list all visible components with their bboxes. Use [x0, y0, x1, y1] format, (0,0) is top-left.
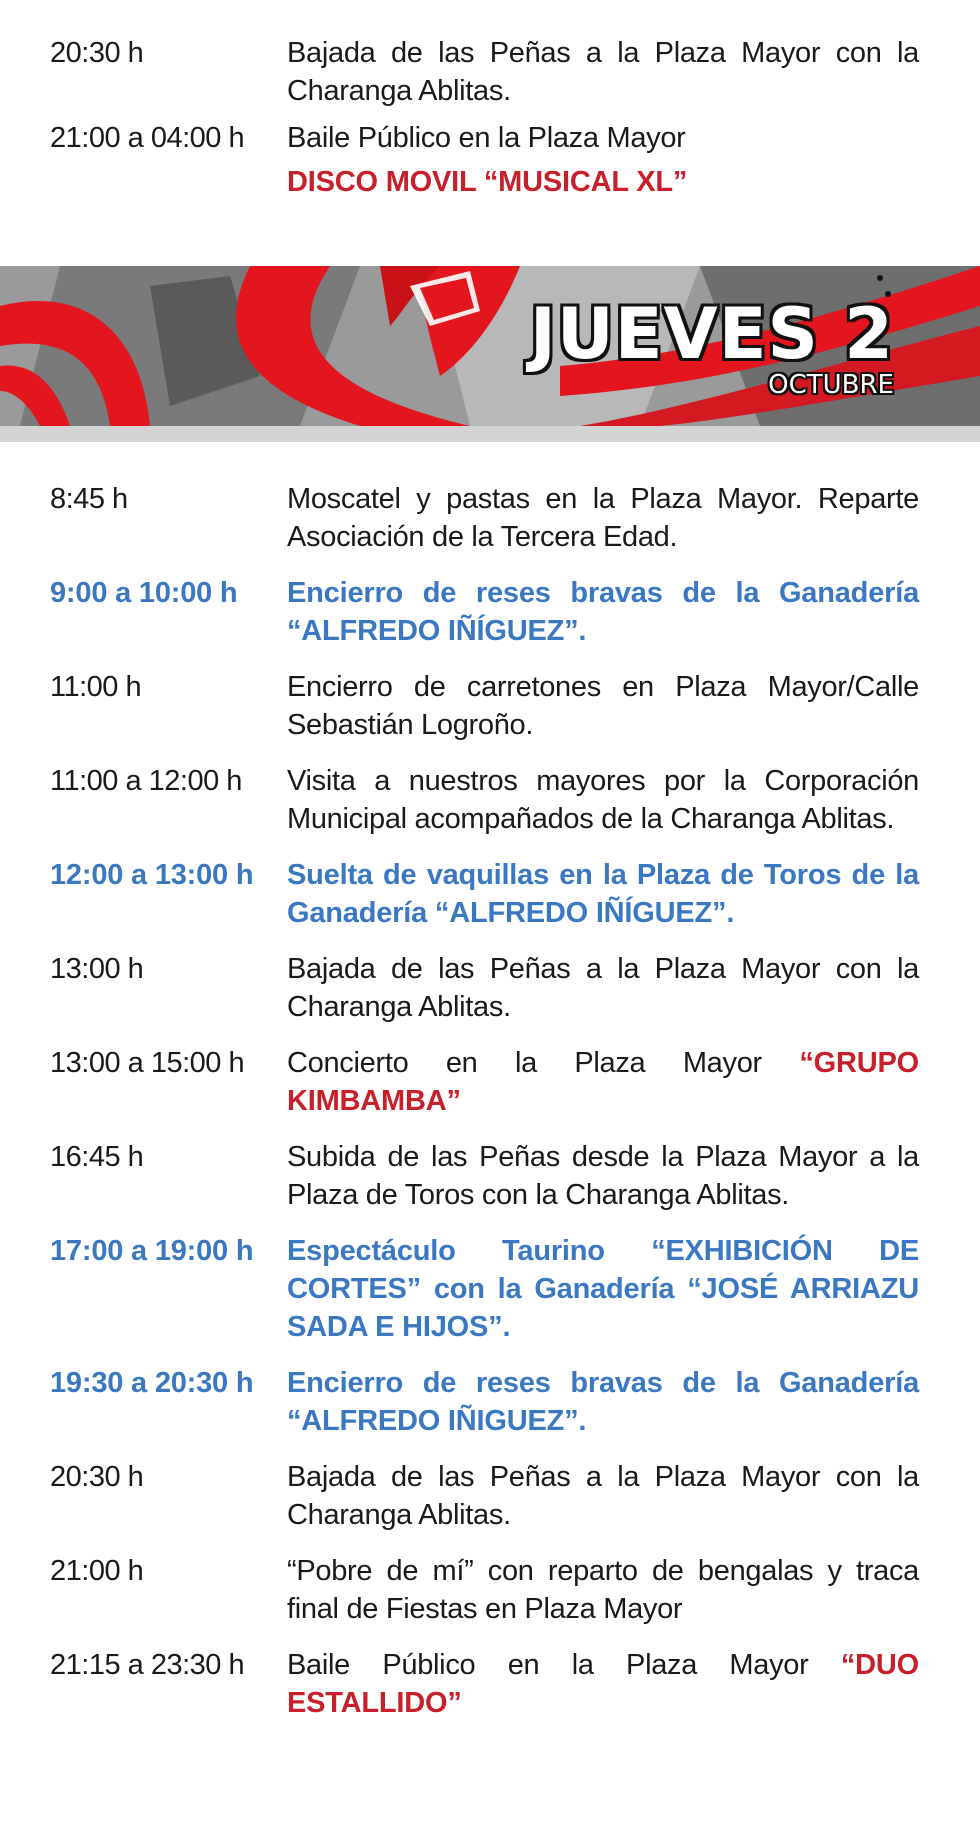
event-time: 17:00 a 19:00 h	[50, 1235, 254, 1267]
event-time: 9:00 a 10:00 h	[50, 577, 238, 609]
event-time: 21:00 a 04:00 h	[50, 122, 245, 154]
schedule-thursday	[0, 480, 980, 1740]
event-description: Visita a nuestros mayores por la Corporación Municipal acompañados de la Charanga Ablitas.	[287, 765, 919, 835]
event-description: Espectáculo Taurino “EXHIBICIÓN DE CORTES” con la Ganadería “JOSÉ ARRIAZU SADA E HIJOS”.	[287, 1235, 919, 1343]
event-text: Concierto en la Plaza Mayor	[287, 1047, 762, 1079]
event-time: 20:30 h	[50, 37, 144, 69]
day-banner	[0, 266, 980, 442]
event-description: Baile Público en la Plaza Mayor	[287, 122, 686, 154]
event-time: 12:00 a 13:00 h	[50, 859, 254, 891]
schedule-row-bullfight	[0, 1232, 980, 1346]
schedule-row	[0, 668, 980, 744]
schedule-row	[0, 119, 980, 201]
schedule-row	[0, 1044, 980, 1120]
event-description	[287, 1646, 919, 1722]
event-time: 21:15 a 23:30 h	[50, 1649, 245, 1681]
event-time: 8:45 h	[50, 483, 128, 515]
event-description: Suelta de vaquillas en la Plaza de Toros de la Ganadería “ALFREDO IÑÍGUEZ”.	[287, 859, 919, 929]
event-time: 16:45 h	[50, 1141, 144, 1173]
banner-day-title: JUEVES 2	[529, 293, 894, 375]
event-time: 11:00 a 12:00 h	[50, 765, 242, 797]
event-time: 13:00 a 15:00 h	[50, 1047, 245, 1079]
event-time: 11:00 h	[50, 671, 142, 703]
event-time: 19:30 a 20:30 h	[50, 1367, 254, 1399]
event-text: Baile Público en la Plaza Mayor	[287, 1649, 809, 1681]
schedule-row	[0, 480, 980, 556]
schedule-row	[0, 950, 980, 1026]
event-description: “Pobre de mí” con reparto de bengalas y traca final de Fiestas en Plaza Mayor	[287, 1555, 919, 1625]
event-description: Moscatel y pastas en la Plaza Mayor. Reparte Asociación de la Tercera Edad.	[287, 483, 919, 553]
event-description: Encierro de reses bravas de la Ganadería “ALFREDO IÑIGUEZ”.	[287, 1367, 919, 1437]
schedule-row	[0, 34, 980, 110]
schedule-previous-day	[0, 34, 980, 210]
event-highlight: “DUO ESTALLIDO”	[287, 1649, 919, 1719]
event-time: 13:00 h	[50, 953, 144, 985]
schedule-row-bullfight	[0, 574, 980, 650]
event-time: 20:30 h	[50, 1461, 144, 1493]
event-description	[287, 1044, 919, 1120]
schedule-row-bullfight	[0, 856, 980, 932]
schedule-row	[0, 1138, 980, 1214]
schedule-row-bullfight	[0, 1364, 980, 1440]
event-description: Encierro de carretones en Plaza Mayor/Calle Sebastián Logroño.	[287, 671, 919, 741]
schedule-row	[0, 1646, 980, 1722]
schedule-row	[0, 1552, 980, 1628]
event-highlight: DISCO MOVIL “MUSICAL XL”	[287, 166, 688, 198]
event-highlight: “GRUPO KIMBAMBA”	[287, 1047, 919, 1117]
schedule-row	[0, 1458, 980, 1534]
event-description: Encierro de reses bravas de la Ganadería “ALFREDO IÑÍGUEZ”.	[287, 577, 919, 647]
banner-month: OCTUBRE	[768, 370, 894, 400]
event-description: Subida de las Peñas desde la Plaza Mayor a la Plaza de Toros con la Charanga Ablitas.	[287, 1141, 919, 1211]
event-time: 21:00 h	[50, 1555, 144, 1587]
event-description: Bajada de las Peñas a la Plaza Mayor con la Charanga Ablitas.	[287, 1461, 919, 1531]
event-description: Bajada de las Peñas a la Plaza Mayor con la Charanga Ablitas.	[287, 953, 919, 1023]
event-description: Bajada de las Peñas a la Plaza Mayor con la Charanga Ablitas.	[287, 37, 919, 107]
schedule-row	[0, 762, 980, 838]
